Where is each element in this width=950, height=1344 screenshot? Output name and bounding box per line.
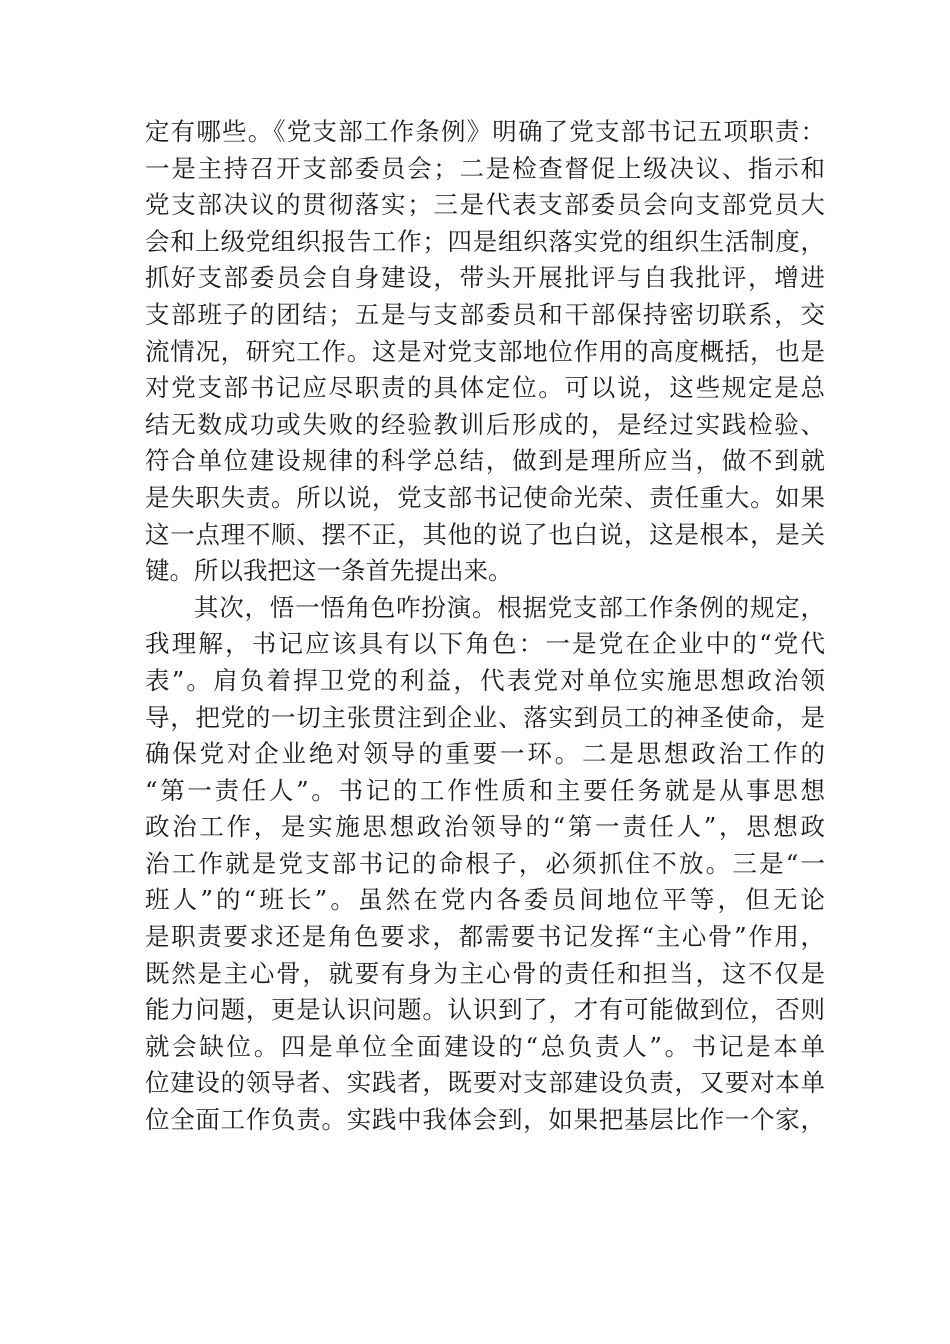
text-line: 党支部决议的贯彻落实；三是代表支部委员会向支部党员大 (145, 190, 825, 220)
text-line: 结无数成功或失败的经验教训后形成的，是经过实践检验、 (145, 409, 825, 439)
text-line: 位建设的领导者、实践者，既要对支部建设负责，又要对本单 (145, 1068, 825, 1098)
text-line: 会和上级党组织报告工作；四是组织落实党的组织生活制度， (145, 226, 825, 256)
text-line: 定有哪些。《党支部工作条例》明确了党支部书记五项职责： (145, 117, 825, 146)
text-line: 键。所以我把这一条首先提出来。 (145, 556, 513, 586)
text-line: 位全面工作负责。实践中我体会到，如果把基层比作一个家， (145, 1105, 825, 1135)
text-line: 符合单位建设规律的科学总结，做到是理所应当，做不到就 (145, 446, 825, 476)
text-line: 对党支部书记应尽职责的具体定位。可以说，这些规定是总 (145, 373, 825, 403)
text-line: 我理解，书记应该具有以下角色：一是党在企业中的“党代 (145, 629, 825, 659)
text-line: “第一责任人”。书记的工作性质和主要任务就是从事思想 (145, 775, 825, 805)
text-line: 是失职失责。所以说，党支部书记使命光荣、责任重大。如果 (145, 482, 825, 512)
text-line: 政治工作，是实施思想政治领导的“第一责任人”，思想政 (145, 812, 825, 842)
text-line: 确保党对企业绝对领导的重要一环。二是思想政治工作的 (145, 739, 825, 769)
text-line: 抓好支部委员会自身建设，带头开展批评与自我批评，增进 (145, 263, 825, 293)
text-line: 治工作就是党支部书记的命根子，必须抓住不放。三是“一 (145, 848, 825, 878)
text-line: 就会缺位。四是单位全面建设的“总负责人”。书记是本单 (145, 1031, 825, 1061)
text-line: 流情况，研究工作。这是对党支部地位作用的高度概括，也是 (145, 336, 825, 366)
text-line: 导，把党的一切主张贯注到企业、落实到员工的神圣使命，是 (145, 702, 825, 732)
text-line: 能力问题，更是认识问题。认识到了，才有可能做到位，否则 (145, 995, 825, 1025)
text-line: 是职责要求还是角色要求，都需要书记发挥“主心骨”作用， (145, 922, 825, 952)
text-line: 表”。肩负着捍卫党的利益，代表党对单位实施思想政治领 (145, 665, 825, 695)
body-text (145, 114, 825, 1139)
text-line: 班人”的“班长”。虽然在党内各委员间地位平等，但无论 (145, 885, 825, 915)
text-line: 这一点理不顺、摆不正，其他的说了也白说，这是根本，是关 (145, 519, 825, 549)
text-line: 其次，悟一悟角色咋扮演。根据党支部工作条例的规定， (194, 592, 825, 622)
text-line: 支部班子的团结；五是与支部委员和干部保持密切联系，交 (145, 299, 825, 329)
text-line: 一是主持召开支部委员会；二是检查督促上级决议、指示和 (145, 153, 825, 183)
text-line: 既然是主心骨，就要有身为主心骨的责任和担当，这不仅是 (145, 958, 825, 988)
